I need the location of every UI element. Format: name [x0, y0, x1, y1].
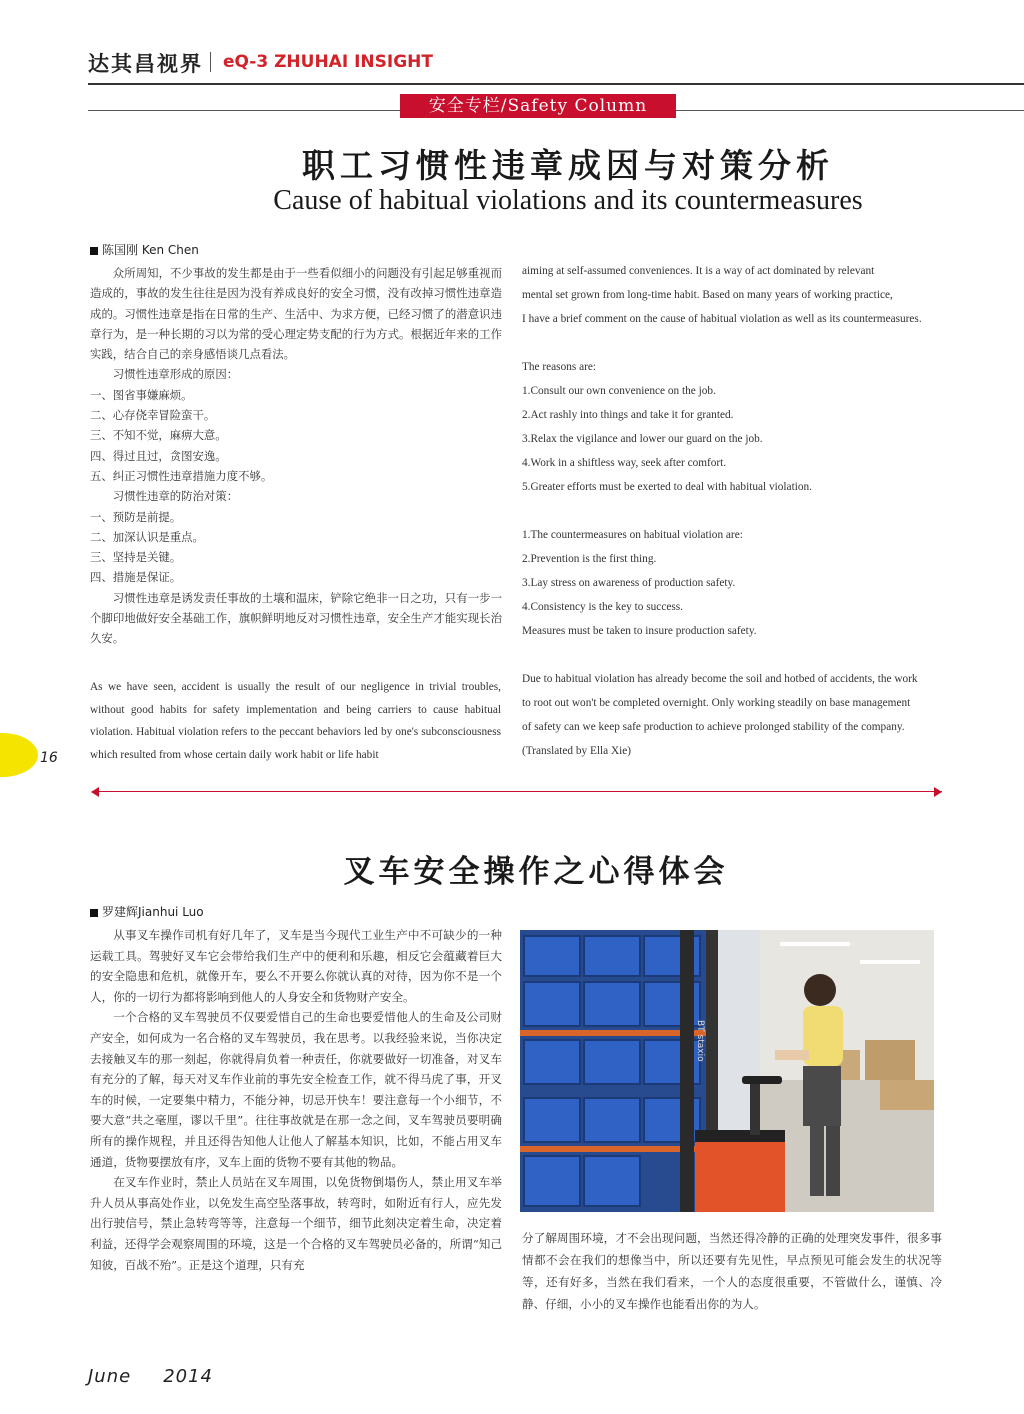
article1-en-reason-item: 2.Act rashly into things and take it for granted. — [522, 409, 734, 421]
article1-cn-reason-item: 五、纠正习惯性违章措施力度不够。 — [90, 468, 273, 483]
article2-left-column — [90, 925, 502, 1275]
article1-cn-reason-item: 三、不知不觉，麻痹大意。 — [90, 428, 227, 443]
spacer — [522, 643, 952, 667]
article1-en-measure-item: Measures must be taken to insure production safety. — [522, 625, 757, 637]
article1-author — [90, 241, 199, 258]
article2-paragraph: 一个合格的叉车驾驶员不仅要爱惜自己的生命也要爱惜他人的生命及公司财产安全，如何成为一名合格的叉车驾驶员，我在思考。以我经验来说，当你决定去接触叉车的那一刻起，你就得肩负着一种责任，你就要做好一切准备，对叉车有充分的了解，每天对叉车作业前的事先安全检查工作，就不得马虎了事，开叉车的时候，一定要集中精力，不能分神，切忌开快车！要注意每一个小细节，不要大意“共之毫厘，谬以千里”。往往事故就是在那一念之间，叉车驾驶员要明确所有的操作规程，并且还得告知他人让他人了解基本知识，比如，不能占用叉车通道，货物要摆放有序，叉车上面的货物不要有其他的物品。 — [90, 1010, 502, 1169]
article1-en-intro-line: mental set grown from long-time habit. Based on many years of working practice, — [522, 289, 893, 301]
page-number: 16 — [40, 750, 58, 766]
spacer — [522, 331, 952, 355]
article1-author-name: 陈国刚 Ken Chen — [102, 243, 199, 257]
article1-en-intro-line: aiming at self-assumed conveniences. It is a way of act dominated by relevant — [522, 265, 875, 277]
article1-en-intro-line: I have a brief comment on the cause of habitual violation as well as its countermeasures. — [522, 313, 922, 325]
article1-translator-credit: (Translated by Ella Xie) — [522, 745, 632, 757]
article1-cn-reasons-title: 习惯性违章形成的原因： — [112, 367, 239, 382]
arrow-right-icon — [934, 787, 942, 797]
article1-cn-measures-title: 习惯性违章的防治对策： — [112, 489, 239, 504]
article2-paragraph: 从事叉车操作司机有好几年了，叉车是当今现代工业生产中不可缺少的一种运载工具。驾驶好叉车它会带给我们生产中的便利和乐趣，相反它会蕴藏着巨大的安全隐患和危机，就像开车，要么不开要么你就认真的对待，因为你不是一个人，你的一切行为都将影响到他人的人身安全和货物财产安全。 — [90, 928, 502, 1004]
article1-en-column — [522, 259, 952, 763]
forklift-photo — [520, 930, 934, 1212]
article1-cn-measure-item: 一、预防是前提。 — [90, 509, 182, 524]
article2-paragraph: 在叉车作业时，禁止人员站在叉车周围，以免货物倒塌伤人，禁止用叉车举升人员从事高处作业，以免发生高空坠落事故，转弯时，如附近有行人，应先发出行驶信号，禁止急转弯等等，注意每一个细节，细节此刻决定着生命，决定着利益，还得学会观察周围的环境，这是一个合格的叉车驾驶员必备的，所谓“知己知彼，百战不殆”。正是这个道理，只有充 — [90, 1175, 502, 1272]
article1-en-reasons-title: The reasons are: — [522, 361, 597, 373]
article1-title-en: Cause of habitual violations and its countermeasures — [273, 185, 863, 216]
article1-en-intro-left — [90, 676, 501, 766]
svg-text:BT staxio: BT staxio — [695, 1020, 705, 1062]
article1-en-reason-item: 3.Relax the vigilance and lower our guard on the job. — [522, 433, 763, 445]
article1-en-measure-item: 2.Prevention is the first thing. — [522, 553, 657, 565]
article1-cn-measure-item: 三、坚持是关键。 — [90, 550, 182, 565]
author-bullet-icon — [90, 247, 98, 255]
article1-cn-measure-item: 二、加深认识是重点。 — [90, 529, 204, 544]
issue-year: 2014 — [163, 1366, 214, 1387]
article2-title: 叉车安全操作之心得体会 — [343, 854, 729, 890]
forklift-photo-illustration — [520, 930, 934, 1212]
article1-cn-reason-item: 四、得过且过，贪图安逸。 — [90, 448, 227, 463]
issue-date — [88, 1366, 213, 1387]
article2-author — [90, 903, 204, 920]
article1-en-measure-item: 1.The countermeasures on habitual violation are: — [522, 529, 743, 541]
page-number-tab — [0, 733, 38, 777]
magazine-name-cn: 达其昌视界 — [88, 51, 203, 76]
article1-cn-column — [90, 263, 502, 649]
article1-en-reason-item: 1.Consult our own convenience on the job. — [522, 385, 716, 397]
article1-en-intro-text: As we have seen, accident is usually the result of our negligence in trivial troubles, without good habits for safety implementation and being carriers to cause habitual violation. Habitual violation refers to the peccant behaviors led by one's subconsciousness which resulted from whose certain daily work habit or life habit — [90, 681, 501, 761]
article1-cn-reason-item: 二、心存侥幸冒险蛮干。 — [90, 408, 216, 423]
article1-en-conclusion-line: of safety can we keep safe production to achieve prolonged stability of the company. — [522, 721, 905, 733]
article1-en-reason-item: 5.Greater efforts must be exerted to deal with habitual violation. — [522, 481, 812, 493]
article1-en-reason-item: 4.Work in a shiftless way, seek after comfort. — [522, 457, 727, 469]
article1-en-conclusion-line: Due to habitual violation has already become the soil and hotbed of accidents, the work — [522, 673, 918, 685]
article1-en-measure-item: 4.Consistency is the key to success. — [522, 601, 683, 613]
issue-month: June — [88, 1366, 132, 1387]
article1-title-cn: 职工习惯性违章成因与对策分析 — [302, 146, 834, 185]
article1-cn-measure-item: 四、措施是保证。 — [90, 570, 182, 585]
article1-cn-intro: 众所周知，不少事故的发生都是由于一些看似细小的问题没有引起足够重视而造成的，事故的发生往往是因为没有养成良好的安全习惯，没有改掉习惯性违章造成的。习惯性违章是指在日常的生产、生活中、为求方便，已经习惯了的潜意识违章行为，是一种长期的习以为常的受心理定势支配的行为方式。根据近年来的工作实践，结合自己的亲身感悟谈几点看法。 — [90, 266, 502, 362]
article2-right-column — [522, 1227, 942, 1315]
column-label: 安全专栏/Safety Column — [400, 94, 676, 118]
article1-en-measure-item: 3.Lay stress on awareness of production safety. — [522, 577, 736, 589]
article2-paragraph: 分了解周围环境，才不会出现问题，当然还得冷静的正确的处理突发事件，很多事情都不会在我们的想像当中，所以还要有先见性，早点预见可能会发生的状况等等，还有好多，当然在我们看来，一个人的态度很重要，不管做什么，谨慎、冷静、仔细，小小的叉车操作也能看出你的为人。 — [522, 1231, 942, 1311]
header-rule-top — [88, 83, 1024, 85]
header-separator — [210, 52, 211, 72]
article1-cn-conclusion: 习惯性违章是诱发责任事故的土壤和温床，铲除它绝非一日之功，只有一步一个脚印地做好安全基础工作，旗帜鲜明地反对习惯性违章，安全生产才能实现长治久安。 — [90, 590, 502, 646]
article1-en-conclusion-line: to root out won't be completed overnight. Only working steadily on base management — [522, 697, 911, 709]
magazine-name-en: eQ-3 ZHUHAI INSIGHT — [223, 52, 433, 72]
author-bullet-icon — [90, 909, 98, 917]
spacer — [522, 499, 952, 523]
article1-cn-reason-item: 一、图省事嫌麻烦。 — [90, 387, 193, 402]
arrow-left-icon — [91, 787, 99, 797]
section-divider — [92, 791, 942, 792]
article2-author-name: 罗建辉Jianhui Luo — [102, 905, 204, 919]
